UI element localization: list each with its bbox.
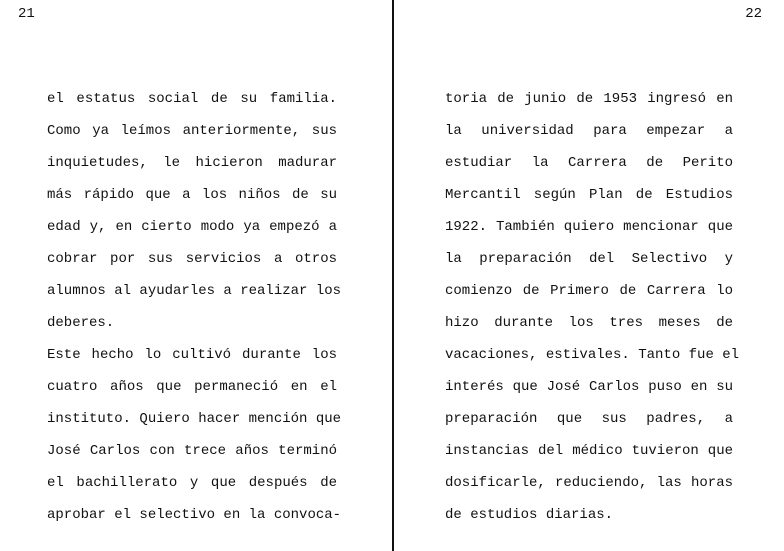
text-line: hizo durante los tres meses de [445,315,733,331]
text-line: instancias del médico tuvieron que [445,443,733,459]
text-line: Como ya leímos anteriormente, sus [47,123,337,139]
text-line: cuatro años que permaneció en el [47,379,337,395]
text-line: más rápido que a los niños de su [47,187,337,203]
left-page-text [47,88,342,536]
text-line: vacaciones, estivales. Tanto fue el [445,347,740,363]
text-line: toria de junio de 1953 ingresó en [445,91,733,107]
text-line: edad y, en cierto modo ya empezó a [47,219,337,235]
page-number-right: 22 [745,6,762,22]
page-number-left: 21 [18,6,35,22]
text-line: José Carlos con trece años terminó [47,443,337,459]
text-line: la universidad para empezar a [445,123,733,139]
text-line: Este hecho lo cultivó durante los [47,347,337,363]
text-line: la preparación del Selectivo y [445,251,733,267]
text-line: de estudios diarias. [445,507,614,523]
text-line: interés que José Carlos puso en su [445,379,733,395]
text-line: deberes. [47,315,115,331]
right-page [394,0,784,551]
text-line: 1922. También quiero mencionar que [445,219,733,235]
right-page-text [445,88,740,536]
text-line: aprobar el selectivo en la convoca- [47,507,342,523]
text-line: alumnos al ayudarles a realizar los [47,283,342,299]
text-line: Mercantil según Plan de Estudios [445,187,733,203]
text-line: el bachillerato y que después de [47,475,337,491]
text-line: cobrar por sus servicios a otros [47,251,337,267]
text-line: estudiar la Carrera de Perito [445,155,733,171]
text-line: inquietudes, le hicieron madurar [47,155,337,171]
text-line: el estatus social de su familia. [47,91,337,107]
text-line: comienzo de Primero de Carrera lo [445,283,733,299]
text-line: preparación que sus padres, a [445,411,733,427]
text-line: instituto. Quiero hacer mención que [47,411,342,427]
text-line: dosificarle, reduciendo, las horas [445,475,733,491]
